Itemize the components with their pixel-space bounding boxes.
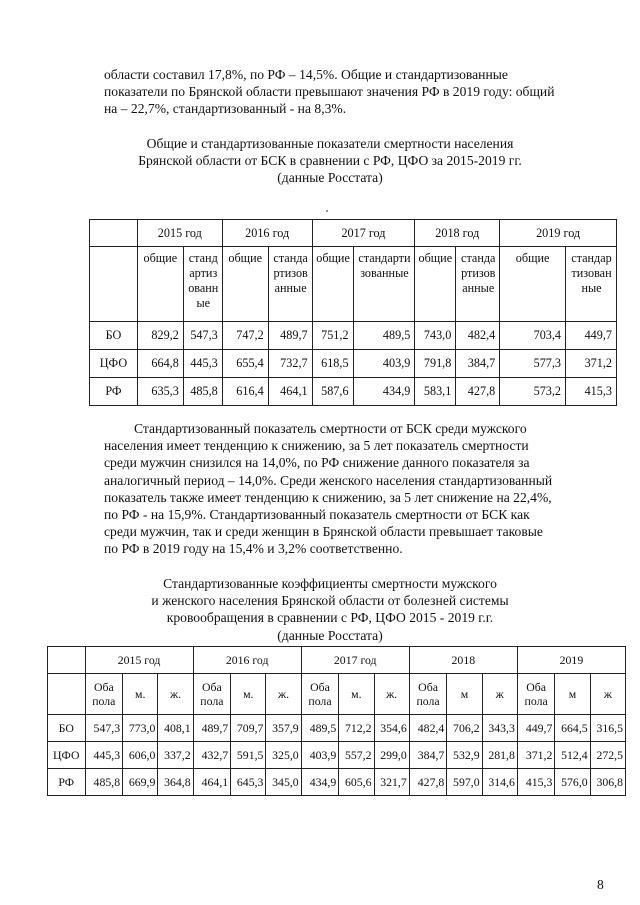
table2-caption: [60, 575, 600, 644]
table-row: [48, 769, 626, 796]
year-header: 2018: [409, 647, 517, 674]
row-label: РФ: [90, 378, 138, 406]
table-cell: 773,0: [123, 715, 158, 742]
table-cell: 829,2: [137, 322, 183, 350]
table-cell: 299,0: [374, 742, 409, 769]
subheader-standardized: стандартизованные: [566, 247, 617, 322]
table-cell: 706,2: [447, 715, 482, 742]
table-cell: 314,6: [482, 769, 517, 796]
row-label: БО: [90, 322, 138, 350]
subheader-both-sexes: Оба пола: [409, 674, 447, 715]
table-cell: 434,9: [353, 378, 415, 406]
table-cell: 445,3: [85, 742, 123, 769]
subheader-female: ж.: [158, 674, 193, 715]
table-cell: 306,8: [590, 769, 625, 796]
year-header: 2018 год: [415, 220, 500, 247]
table-cell: 664,8: [137, 350, 183, 378]
table-cell: 712,2: [339, 715, 374, 742]
table-cell: 482,4: [409, 715, 447, 742]
table-cell: 482,4: [456, 322, 500, 350]
text-line: среди мужчин снизился на 14,0%, по РФ снижение данного показателя за: [104, 455, 530, 471]
corner-cell: [48, 647, 86, 674]
caption-line: (данные Росстата): [277, 170, 383, 186]
subheader-standardized: стандартизованные: [353, 247, 415, 322]
caption-line: (данные Росстата): [277, 627, 383, 643]
table-cell: 408,1: [158, 715, 193, 742]
table-cell: 403,9: [353, 350, 415, 378]
intro-paragraph: [104, 66, 608, 118]
caption-line: кровообращения в сравнении с РФ, ЦФО 2015 - 2019 г.г.: [166, 610, 494, 626]
row-label: ЦФО: [48, 742, 86, 769]
subheader-both-sexes: Оба пола: [517, 674, 555, 715]
table-cell: 384,7: [409, 742, 447, 769]
table-cell: 573,2: [500, 378, 566, 406]
row-label: РФ: [48, 769, 86, 796]
text-line: по РФ в 2019 году на 15,4% и 3,2% соответственно.: [104, 541, 403, 557]
table1-caption: [60, 135, 600, 187]
table-cell: 464,1: [193, 769, 231, 796]
subheader-standardized: стандартизованные: [456, 247, 500, 322]
table-cell: 464,1: [268, 378, 312, 406]
table-cell: 605,6: [339, 769, 374, 796]
table-header-row: [48, 647, 626, 674]
table-cell: 618,5: [312, 350, 353, 378]
scan-dot: [326, 210, 328, 212]
mortality-table-2: [47, 646, 626, 796]
subheader-standardized: стандартизованные: [183, 247, 222, 322]
page-number: 8: [597, 877, 604, 892]
year-header: 2015 год: [137, 220, 222, 247]
table-cell: 703,4: [500, 322, 566, 350]
subheader-female: ж: [590, 674, 625, 715]
subheader-male: м: [555, 674, 590, 715]
caption-line: Стандартизованные коэффициенты смертности мужского: [163, 576, 497, 591]
table-cell: 747,2: [222, 322, 268, 350]
subheader-female: ж: [482, 674, 517, 715]
table-cell: 547,3: [85, 715, 123, 742]
subheader-both-sexes: Оба пола: [85, 674, 123, 715]
table-cell: 557,2: [339, 742, 374, 769]
table-cell: 732,7: [268, 350, 312, 378]
subheader-total: общие: [415, 247, 456, 322]
year-header: 2015 год: [85, 647, 193, 674]
table-cell: 597,0: [447, 769, 482, 796]
table-cell: 445,3: [183, 350, 222, 378]
table-cell: 316,5: [590, 715, 625, 742]
table-cell: 606,0: [123, 742, 158, 769]
table-cell: 489,7: [268, 322, 312, 350]
table-cell: 415,3: [566, 378, 617, 406]
subheader-standardized: стандартизованные: [268, 247, 312, 322]
subheader-male: м.: [231, 674, 266, 715]
table-cell: 791,8: [415, 350, 456, 378]
text-line: среди мужчин, так и среди женщин в Брянской области превышает таковые: [104, 524, 543, 540]
table-cell: 432,7: [193, 742, 231, 769]
subheader-total: общие: [137, 247, 183, 322]
table-cell: 449,7: [566, 322, 617, 350]
year-header: 2016 год: [193, 647, 301, 674]
table-cell: 321,7: [374, 769, 409, 796]
table-cell: 489,7: [193, 715, 231, 742]
table-cell: 664,5: [555, 715, 590, 742]
empty-cell: [90, 247, 138, 322]
table-cell: 449,7: [517, 715, 555, 742]
table-cell: 576,0: [555, 769, 590, 796]
text-line: аналогичный период – 14,0%. Среди женского населения стандартизованный: [104, 472, 553, 488]
table-cell: 384,7: [456, 350, 500, 378]
table-cell: 364,8: [158, 769, 193, 796]
subheader-female: ж.: [374, 674, 409, 715]
year-header: 2019 год: [500, 220, 617, 247]
table-cell: 434,9: [301, 769, 339, 796]
table-cell: 485,8: [85, 769, 123, 796]
subheader-total: общие: [312, 247, 353, 322]
table-cell: 743,0: [415, 322, 456, 350]
table-cell: 512,4: [555, 742, 590, 769]
text-line: по РФ - на 15,9%. Стандартизованный показатель смертности от БСК как: [104, 507, 530, 523]
text-line: населения имеет тенденцию к снижению, за 5 лет показатель смертности: [104, 438, 529, 454]
table-cell: 583,1: [415, 378, 456, 406]
table-cell: 577,3: [500, 350, 566, 378]
table-row: [90, 322, 617, 350]
year-header: 2016 год: [222, 220, 312, 247]
text-line: показатель также имеет тенденцию к снижению, за 5 лет снижение на 22,4%,: [104, 489, 552, 505]
year-header: 2019: [517, 647, 625, 674]
table-cell: 427,8: [456, 378, 500, 406]
table-cell: 415,3: [517, 769, 555, 796]
table-cell: 709,7: [231, 715, 266, 742]
caption-line: и женского населения Брянской области от болезней системы: [151, 593, 509, 609]
table-cell: 343,3: [482, 715, 517, 742]
subheader-total: общие: [500, 247, 566, 322]
text-line: на – 22,7%, стандартизованный - на 8,3%.: [104, 101, 347, 117]
subheader-male: м.: [339, 674, 374, 715]
table-cell: 371,2: [566, 350, 617, 378]
table-row: [48, 715, 626, 742]
table-cell: 371,2: [517, 742, 555, 769]
table-cell: 645,3: [231, 769, 266, 796]
table-cell: 281,8: [482, 742, 517, 769]
row-label: БО: [48, 715, 86, 742]
subheader-both-sexes: Оба пола: [193, 674, 231, 715]
table-cell: 547,3: [183, 322, 222, 350]
text-line: области составил 17,8%, по РФ – 14,5%. Общие и стандартизованные: [104, 67, 508, 82]
table-cell: 427,8: [409, 769, 447, 796]
table-header-row: [90, 220, 617, 247]
mortality-table-1: [89, 219, 617, 406]
table-subheader-row: [48, 674, 626, 715]
table-cell: 591,5: [231, 742, 266, 769]
table-row: [48, 742, 626, 769]
table-cell: 655,4: [222, 350, 268, 378]
table-cell: 403,9: [301, 742, 339, 769]
caption-line: Брянской области от БСК в сравнении с РФ, ЦФО за 2015-2019 гг.: [138, 153, 522, 169]
year-header: 2017 год: [301, 647, 409, 674]
subheader-female: ж.: [266, 674, 301, 715]
corner-cell: [90, 220, 138, 247]
table-cell: 325,0: [266, 742, 301, 769]
subheader-male: м.: [123, 674, 158, 715]
table-row: [90, 350, 617, 378]
table-cell: 669,9: [123, 769, 158, 796]
table-cell: 532,9: [447, 742, 482, 769]
table-cell: 635,3: [137, 378, 183, 406]
subheader-male: м: [447, 674, 482, 715]
table-subheader-row: [90, 247, 617, 322]
row-label: ЦФО: [90, 350, 138, 378]
table-cell: 354,6: [374, 715, 409, 742]
table-cell: 485,8: [183, 378, 222, 406]
subheader-both-sexes: Оба пола: [301, 674, 339, 715]
table-cell: 357,9: [266, 715, 301, 742]
analysis-paragraph: [104, 420, 608, 558]
caption-line: Общие и стандартизованные показатели смертности населения: [146, 136, 514, 151]
table-cell: 616,4: [222, 378, 268, 406]
subheader-total: общие: [222, 247, 268, 322]
table-cell: 345,0: [266, 769, 301, 796]
table-cell: 337,2: [158, 742, 193, 769]
year-header: 2017 год: [312, 220, 415, 247]
table-cell: 751,2: [312, 322, 353, 350]
empty-cell: [48, 674, 86, 715]
table-cell: 489,5: [353, 322, 415, 350]
text-line: показатели по Брянской области превышают значения РФ в 2019 году: общий: [104, 84, 555, 100]
table-row: [90, 378, 617, 406]
table-cell: 587,6: [312, 378, 353, 406]
table-cell: 272,5: [590, 742, 625, 769]
text-line: Стандартизованный показатель смертности от БСК среди мужского: [134, 421, 527, 436]
table-cell: 489,5: [301, 715, 339, 742]
